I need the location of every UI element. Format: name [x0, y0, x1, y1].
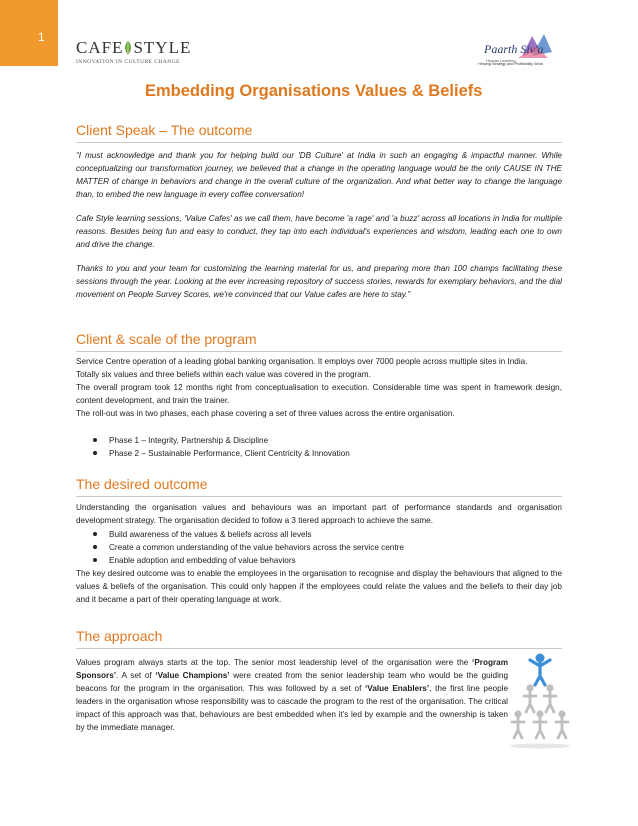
bullet-icon — [93, 451, 97, 455]
list-item: Phase 2 – Sustainable Performance, Client Centricity & Innovation — [93, 447, 350, 460]
page-number-tab — [0, 0, 58, 66]
cafe-style-wordmark: CAFE STYLE — [76, 38, 192, 57]
testimonial-paragraph: Thanks to you and your team for customizing the learning material for us, and preparing more than 100 champs facilitating these sessions through the year. Looking at the ever increasing repository of success stories, rewards for exemplary behaviors, and the dial movement on People Survey Scores, we're convinced that our Value cafes are here to stay.” — [76, 264, 562, 299]
pratibimba-tagline: Helping Strategy and Profitability Work — [478, 62, 543, 66]
section-heading-desired-outcome: The desired outcome — [76, 476, 208, 492]
pratibimba-wordmark: Paarth Siv'a — [484, 42, 544, 56]
pratibimba-logo — [478, 32, 556, 66]
section-divider — [76, 142, 562, 143]
bullet-icon — [93, 545, 97, 549]
testimonial-paragraph: “I must acknowledge and thank you for helping build our 'DB Culture' at India in such an engaging & impactful manner. While conceptualizing our transformation journey, we believed that a change in the operating language would be the only CAUSE IN THE MATTER of change in behaviors and change in the overall culture of the organization. And what better way to change the language than, to embed the new language in every coffee conversation! — [76, 151, 562, 199]
list-item: Build awareness of the values & beliefs across all levels — [93, 528, 312, 541]
document-title: Embedding Organisations Values & Beliefs — [145, 82, 483, 100]
section-divider — [76, 496, 562, 497]
approach-paragraph: Values program always starts at the top. The senior most leadership level of the organisation were the ‘Program Sponsors’. A set of ‘Value Champions’ were created from the senior leadership team who would be the guiding beacons for the program in the organisation. This was followed by a set of ‘Value Enablers’, the first line people leaders in the organisation whose responsibility was to cascade the program to the rest of the organisation. The critical impact of this approach was that, behaviours are best embedded when it’s led by example and the ownership is taken by the immediate manager. — [76, 658, 509, 732]
testimonial-paragraph: Cafe Style learning sessions, 'Value Cafes' as we call them, have become 'a rage' and 'a buzz' across all locations in India for multiple reasons. Besides being fun and easy to conduct, they tap into each individual's experiences and wisdom, leading each one to own and drive the change. — [76, 214, 562, 249]
people-pyramid-figure — [506, 652, 574, 750]
outcome-closing-paragraph: The key desired outcome was to enable the employees in the organisation to recognise and display the behaviours that aligned to the values & beliefs of the organisation. This could only happen if the employees could relate the values and the beliefs to their day job and it became a part of their operating language at work. — [76, 569, 562, 604]
bullet-icon — [93, 438, 97, 442]
list-item: Phase 1 – Integrity, Partnership & Discipline — [93, 434, 268, 447]
list-item: Create a common understanding of the value behaviors across the service centre — [93, 541, 404, 554]
cafe-style-tagline: INNOVATION IN CULTURE CHANGE — [76, 59, 180, 65]
cafe-style-logo — [76, 38, 191, 65]
bullet-icon — [93, 558, 97, 562]
list-item: Enable adoption and embedding of value behaviors — [93, 554, 296, 567]
scale-paragraph: Service Centre operation of a leading global banking organisation. It employs over 7000 people across multiple sites in India. Totally six values and three beliefs within each value was covered in the program. The overall program took 12 months right from conceptualisation to execution. Considerable time was spent in framework design, content development, and train the trainer. The roll-out was in two phases, each phase covering a set of three values across the entire organisation. — [76, 357, 562, 418]
section-heading-client-speak: Client Speak – The outcome — [76, 122, 253, 138]
outcome-intro-paragraph: Understanding the organisation values and behaviours was an important part of performance standards and organisation development strategy. The organisation decided to follow a 3 tiered approach to achieve the same. — [76, 503, 562, 525]
section-divider — [76, 351, 562, 352]
page-number: 1 — [38, 30, 45, 44]
section-heading-client-scale: Client & scale of the program — [76, 331, 257, 347]
section-divider — [76, 648, 562, 649]
leaf-icon — [124, 41, 132, 55]
section-heading-approach: The approach — [76, 628, 163, 644]
pratibimba-subtitle: Human Learning — [486, 58, 516, 63]
bullet-icon — [93, 532, 97, 536]
